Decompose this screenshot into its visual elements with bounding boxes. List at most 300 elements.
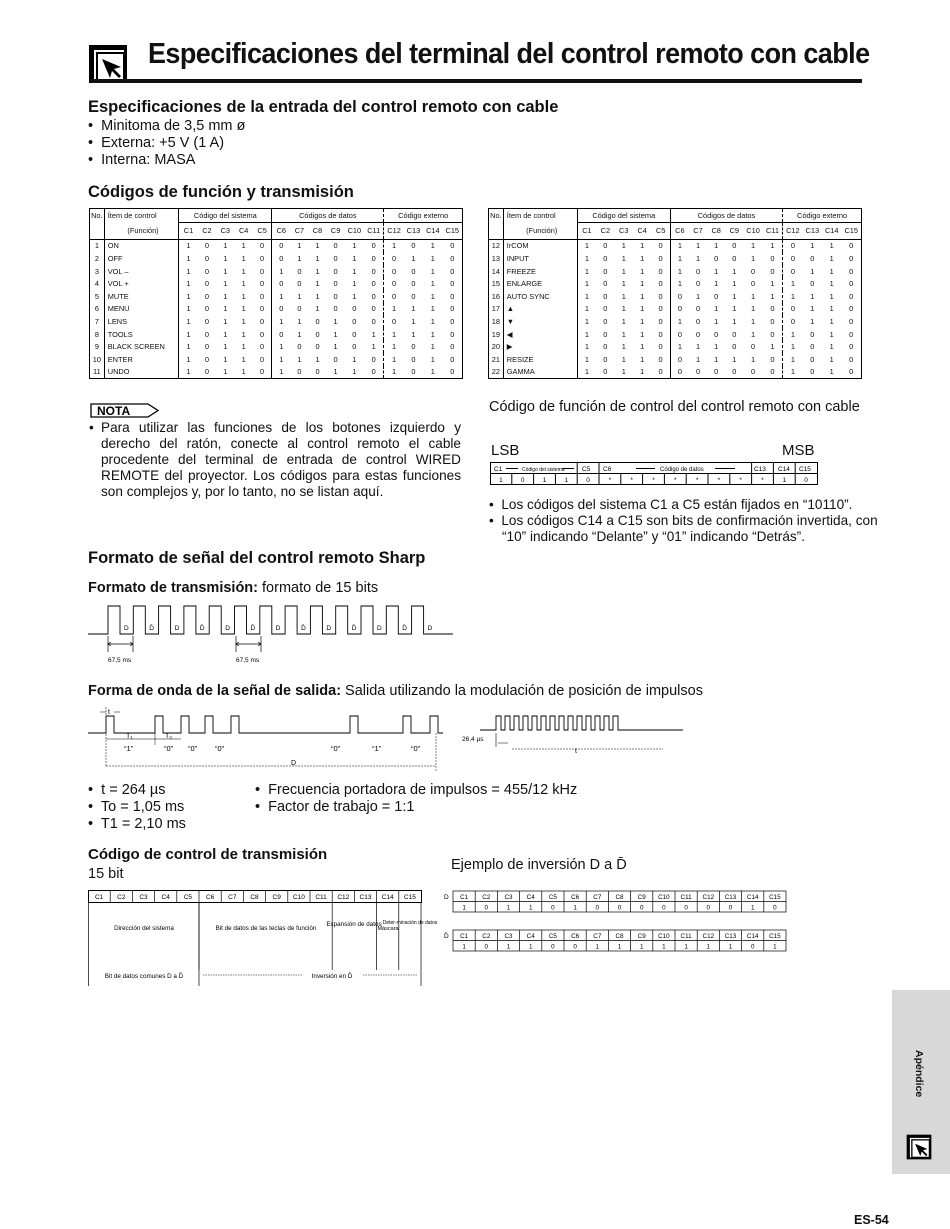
bit-cell: 0 [849, 367, 854, 377]
bit-cell: 1 [315, 279, 320, 289]
bit-cell: 0 [651, 252, 670, 265]
bit-cell: 1 [829, 253, 834, 263]
pulse-label: D̄ [199, 625, 205, 632]
bit-cell: 0 [810, 279, 815, 289]
table-row [489, 315, 861, 328]
inv-d-label: D [444, 894, 449, 901]
bit-cell: 0 [204, 253, 209, 263]
bit-cell: 0 [364, 239, 384, 252]
interval-arrow [236, 642, 261, 646]
bit-cell: 1 [695, 354, 701, 364]
bit-cell: 1 [315, 291, 320, 301]
tx-control-heading: Código de control de transmisión [88, 846, 328, 863]
bit-cell: 1 [751, 354, 756, 364]
inv-dbar-bit: 0 [573, 943, 577, 951]
row-number: 2 [90, 252, 104, 265]
bit-label: “0” [411, 744, 421, 753]
list-item: • Interna: MASA [88, 152, 196, 168]
bit-cell: 0 [279, 241, 284, 251]
bit-cell: 1 [392, 354, 397, 364]
bit-cell: 0 [714, 291, 719, 301]
row-item: GAMMA [503, 366, 577, 379]
list-item: • Los códigos C14 a C15 son bits de confirmación invertida, con “10” indicando “Delante” y “01” indicando “Detrás”. [489, 513, 878, 544]
inv-d-col: C12 [702, 894, 715, 901]
carrier-wave [480, 716, 683, 730]
inv-d-bit: 0 [551, 904, 555, 912]
fc-bit: * [608, 477, 612, 484]
bit-cell: 1 [640, 279, 645, 289]
bit-cell: 0 [352, 316, 357, 326]
bit-cell: 0 [315, 329, 320, 339]
bit-cell: 0 [450, 291, 455, 301]
bit-cell: 0 [297, 279, 302, 289]
list-item: • Los códigos del sistema C1 a C5 están fijados en “10110”. [489, 497, 853, 512]
bit-cell: 0 [651, 277, 670, 290]
header-col: C3 [216, 222, 234, 239]
bit-cell: 1 [640, 304, 645, 314]
params-left [88, 782, 186, 833]
table-row [90, 340, 462, 353]
header-col: C13 [803, 222, 822, 239]
bit-cell: 0 [751, 367, 756, 377]
bit-cell: 0 [677, 304, 682, 314]
tx-control-subheading: 15 bit [88, 866, 124, 882]
list-item: • t = 264 µs [88, 782, 166, 798]
inv-d-col: C11 [680, 894, 692, 901]
row-item: IrCOM [503, 239, 577, 252]
function-code-table-left [89, 208, 463, 379]
inv-dbar-col: C12 [702, 933, 715, 940]
list-item: • Externa: +5 V (1 A) [88, 135, 225, 151]
bit-cell: 1 [279, 367, 284, 377]
bit-cell: 1 [621, 329, 626, 339]
fc-bit: 1 [542, 477, 547, 484]
bit-cell: 1 [751, 329, 756, 339]
inv-dbar-bit: 1 [462, 943, 466, 951]
bit-cell: 1 [621, 354, 626, 364]
bit-cell: 0 [392, 279, 397, 289]
carrier-t-label: t [575, 748, 577, 755]
bit-cell: 0 [810, 329, 815, 339]
bit-cell: 1 [297, 329, 302, 339]
bit-cell: 0 [849, 253, 854, 263]
tx-col-label: C2 [117, 894, 126, 901]
bit-cell: 0 [714, 253, 719, 263]
bit-cell: 0 [333, 279, 338, 289]
tx-col-label: C10 [292, 894, 305, 901]
bit-cell: 1 [430, 266, 435, 276]
row-item: VOL + [104, 277, 179, 290]
bit-cell: 1 [621, 367, 626, 377]
bit-cell: 0 [411, 279, 416, 289]
bit-cell: 0 [392, 253, 397, 263]
table-row [90, 265, 462, 278]
header-no-blank [489, 222, 503, 239]
pulse-label: D [326, 625, 332, 632]
bit-cell: 1 [790, 367, 795, 377]
pulse-label: D̄ [351, 625, 357, 632]
bit-cell: 1 [186, 304, 191, 314]
nota-label: NOTA [97, 404, 131, 418]
nota-text: • Para utilizar las funciones de los botones izquierdo y derecho del ratón, conecte al control remoto el cable procedente del terminal de entrada de control WIRED REMOTE del proyector. Los códigos para estas funciones son complejos y, por lo tanto, no se listan aquí. [89, 420, 461, 499]
lsb-label: LSB [491, 442, 520, 459]
bit-cell: 1 [584, 304, 589, 314]
bit-cell: 1 [810, 291, 815, 301]
row-item: ▼ [503, 315, 577, 328]
bit-cell: 0 [364, 277, 384, 290]
bit-cell: 0 [849, 304, 854, 314]
header-funcion: (Función) [503, 222, 577, 239]
bit-cell: 0 [204, 241, 209, 251]
bit-cell: 1 [714, 266, 719, 276]
row-item: ▶ [503, 340, 577, 353]
row-number: 14 [489, 265, 503, 278]
row-number: 16 [489, 290, 503, 303]
bit-cell: 1 [584, 329, 589, 339]
row-item: RESIZE [503, 353, 577, 366]
bit-cell: 1 [352, 266, 357, 276]
fc-bit: * [717, 477, 721, 484]
bit-cell: 0 [695, 266, 701, 276]
bit-cell: 1 [279, 316, 284, 326]
pulse-label: D [377, 625, 382, 632]
fc-bit: 1 [499, 477, 503, 484]
bit-cell: 1 [430, 253, 435, 263]
bit-cell: 1 [241, 329, 246, 339]
bit-cell: 1 [714, 241, 719, 251]
side-tab-label: Apéndice [913, 1050, 925, 1098]
bit-cell: 0 [790, 316, 795, 326]
bit-cell: 0 [810, 367, 815, 377]
bit-cell: 1 [223, 316, 228, 326]
bit-cell: 1 [751, 253, 756, 263]
bit-cell: 1 [364, 340, 384, 353]
fc-c13: C13 [754, 466, 766, 473]
inv-dbar-col: C7 [593, 933, 602, 940]
bit-cell: 0 [763, 315, 783, 328]
bit-cell: 1 [297, 316, 302, 326]
bit-cell: 0 [732, 241, 737, 251]
bit-cell: 0 [352, 329, 357, 339]
fc-system: Código del sistema [522, 467, 565, 473]
row-item: MENU [104, 303, 179, 316]
row-item: BLACK SCREEN [104, 340, 179, 353]
inv-dbar-col: C9 [637, 933, 646, 940]
bit-cell: 1 [352, 241, 357, 251]
bit-cell: 1 [790, 291, 795, 301]
bit-cell: 1 [640, 266, 645, 276]
fc-bit: 1 [564, 477, 569, 484]
bit-cell: 1 [186, 329, 191, 339]
header-col: C13 [404, 222, 423, 239]
bit-cell: 0 [411, 342, 416, 352]
bit-cell: 0 [297, 266, 302, 276]
bit-cell: 1 [352, 367, 357, 377]
bit-cell: 1 [714, 354, 719, 364]
header-col: C2 [596, 222, 614, 239]
row-number: 22 [489, 366, 503, 379]
interval-label: 67,5 ms [108, 657, 132, 664]
bit-cell: 1 [392, 241, 397, 251]
inv-dbar-bit: 1 [639, 943, 644, 951]
bit-cell: 1 [763, 340, 783, 353]
inv-dbar-bit: 1 [617, 943, 622, 951]
inv-d-col: C3 [504, 894, 513, 901]
table-row [489, 366, 861, 379]
bit-cell: 1 [677, 266, 682, 276]
bit-cell: 1 [732, 279, 737, 289]
bit-cell: 0 [450, 253, 455, 263]
table-row [90, 303, 462, 316]
inv-d-bit: 0 [684, 904, 688, 912]
bit-cell: 1 [810, 241, 815, 251]
inv-dbar-col: C8 [615, 933, 624, 940]
bit-label: “0” [188, 744, 198, 753]
bit-cell: 1 [223, 354, 228, 364]
bit-cell: 1 [829, 342, 834, 352]
bit-cell: 0 [810, 354, 815, 364]
bit-cell: 1 [810, 304, 815, 314]
bit-cell: 0 [790, 304, 795, 314]
inv-d-bit: 1 [462, 904, 466, 912]
bit-cell: 1 [223, 304, 228, 314]
pulse-label: D̄ [301, 625, 306, 632]
row-number: 1 [90, 239, 104, 252]
pulse-label: D [174, 625, 180, 632]
row-number: 10 [90, 353, 104, 366]
fc-c1: C1 [494, 466, 503, 473]
bit-cell: 1 [810, 316, 815, 326]
header-funcion: (Función) [104, 222, 179, 239]
bit-cell: 0 [364, 252, 384, 265]
bit-cell: 0 [695, 316, 701, 326]
bit-cell: 0 [695, 279, 701, 289]
bit-cell: 0 [763, 366, 783, 379]
row-item: AUTO SYNC [503, 290, 577, 303]
bit-cell: 1 [677, 279, 682, 289]
bit-cell: 1 [829, 329, 834, 339]
row-number: 9 [90, 340, 104, 353]
bit-cell: 0 [751, 266, 756, 276]
table-row [489, 290, 861, 303]
inv-d-col: C8 [615, 894, 624, 901]
output-waveform [88, 703, 688, 775]
pulse-label: D̄ [402, 625, 408, 632]
inv-d-col: C10 [658, 894, 670, 901]
bit-cell: 1 [677, 342, 682, 352]
bit-cell: 0 [603, 329, 608, 339]
pulse-label: D̄ [250, 625, 256, 632]
inv-d-bit: 0 [728, 904, 733, 912]
row-item: LENS [104, 315, 179, 328]
row-number: 18 [489, 315, 503, 328]
bit-cell: 0 [253, 265, 272, 278]
inv-dbar-bit: 1 [728, 943, 733, 951]
bit-cell: 1 [186, 354, 191, 364]
row-number: 13 [489, 252, 503, 265]
header-col: C15 [841, 222, 861, 239]
bit-cell: 1 [621, 279, 626, 289]
bit-cell: 0 [450, 266, 455, 276]
bit-cell: 1 [392, 367, 397, 377]
bit-cell: 0 [603, 241, 608, 251]
bit-cell: 1 [223, 266, 228, 276]
bit-label: “1” [124, 744, 134, 753]
bit-cell: 1 [186, 241, 191, 251]
bit-cell: 1 [279, 354, 284, 364]
t-label: t [108, 709, 110, 716]
header-col: C10 [345, 222, 364, 239]
bit-cell: 1 [621, 304, 626, 314]
bit-cell: 1 [411, 304, 416, 314]
inv-dbar-col: C13 [724, 933, 737, 940]
row-number: 11 [90, 366, 104, 379]
row-number: 4 [90, 277, 104, 290]
bit-cell: 1 [315, 266, 320, 276]
inv-dbar-col: C3 [504, 933, 513, 940]
function-code-diagram [490, 462, 820, 486]
inv-d-col: C4 [526, 894, 535, 901]
bit-label: “1” [372, 744, 382, 753]
bit-cell: 0 [333, 253, 338, 263]
bit-cell: 1 [732, 354, 737, 364]
bit-cell: 0 [651, 265, 670, 278]
row-item: VOL – [104, 265, 179, 278]
bit-cell: 1 [333, 342, 338, 352]
bit-cell: 0 [603, 266, 608, 276]
pulse-label: D̄ [149, 625, 155, 632]
bit-cell: 0 [204, 316, 209, 326]
inv-dbar-bit: 1 [706, 943, 711, 951]
bit-cell: 0 [315, 316, 320, 326]
bit-cell: 1 [430, 304, 435, 314]
bit-cell: 1 [279, 266, 284, 276]
header-col: C6 [272, 222, 291, 239]
bit-cell: 1 [584, 367, 589, 377]
bit-cell: 0 [603, 354, 608, 364]
list-item: • Minitoma de 3,5 mm ø [88, 118, 246, 134]
bit-cell: 1 [790, 329, 795, 339]
bit-cell: 1 [714, 342, 719, 352]
inv-dbar-col: C1 [460, 933, 469, 940]
row-item: MUTE [104, 290, 179, 303]
msb-label: MSB [782, 442, 815, 459]
header-item: Ítem de control [503, 209, 577, 222]
bit-cell: 0 [364, 290, 384, 303]
appendix-corner-icon [88, 44, 128, 84]
bit-cell: 1 [223, 241, 228, 251]
bit-cell: 0 [603, 342, 608, 352]
bit-cell: 1 [241, 367, 246, 377]
header-col: C5 [253, 222, 272, 239]
row-number: 8 [90, 328, 104, 341]
bit-cell: 0 [849, 279, 854, 289]
inv-dbar-bit: 1 [506, 943, 511, 951]
pulse-label: D [427, 625, 433, 632]
tx-expansion: Expansión de datos [326, 921, 382, 928]
header-col: C3 [615, 222, 633, 239]
bit-cell: 0 [763, 303, 783, 316]
bit-cell: 0 [315, 342, 320, 352]
bit-cell: 0 [849, 354, 854, 364]
inv-d-bit: 1 [573, 904, 577, 912]
bit-cell: 1 [829, 279, 834, 289]
bit-cell: 0 [603, 279, 608, 289]
bit-cell: 1 [790, 354, 795, 364]
bit-cell: 0 [364, 315, 384, 328]
bit-cell: 1 [186, 342, 191, 352]
fc-bit: * [652, 477, 655, 484]
bit-cell: 1 [241, 304, 246, 314]
inv-dbar-bit: 1 [595, 943, 600, 951]
fc-bit: 0 [520, 477, 525, 484]
fc-bit: * [695, 477, 699, 484]
bit-cell: 0 [253, 303, 272, 316]
row-number: 12 [489, 239, 503, 252]
sharp-format-heading: Formato de señal del control remoto Sharp [88, 549, 426, 567]
fc-c15: C15 [799, 466, 811, 473]
bit-cell: 1 [352, 253, 357, 263]
bit-cell: 0 [279, 279, 284, 289]
inv-d-col: C6 [571, 894, 580, 901]
bit-cell: 1 [333, 367, 338, 377]
tx-col-label: C9 [272, 894, 281, 901]
header-item: Ítem de control [104, 209, 179, 222]
bit-cell: 1 [315, 253, 320, 263]
bit-cell: 0 [279, 304, 284, 314]
bit-cell: 1 [751, 304, 756, 314]
bit-label: “0” [215, 744, 225, 753]
bit-cell: 1 [186, 367, 191, 377]
fc-bit: * [674, 477, 677, 484]
header-col: C7 [689, 222, 707, 239]
bit-cell: 0 [732, 253, 737, 263]
bit-cell: 0 [333, 304, 338, 314]
bit-cell: 1 [352, 279, 357, 289]
bit-cell: 0 [253, 290, 272, 303]
bit-cell: 1 [621, 342, 626, 352]
bit-cell: 0 [810, 342, 815, 352]
inv-dbar-bit: 1 [662, 943, 666, 951]
bit-cell: 1 [186, 279, 191, 289]
bit-cell: 1 [584, 241, 589, 251]
bit-cell: 0 [732, 342, 737, 352]
bit-cell: 0 [352, 304, 357, 314]
tx-system-dir: Dirección del sistema [114, 925, 174, 932]
bit-cell: 1 [430, 354, 435, 364]
bit-cell: 0 [333, 266, 338, 276]
bit-cell: 1 [829, 367, 834, 377]
bit-cell: 1 [677, 241, 682, 251]
bit-cell: 0 [751, 279, 756, 289]
bit-cell: 0 [411, 291, 416, 301]
header-no: No. [489, 209, 503, 222]
header-col: C8 [707, 222, 725, 239]
bit-cell: 0 [763, 328, 783, 341]
header-col: C4 [633, 222, 651, 239]
bit-cell: 0 [790, 241, 795, 251]
bit-cell: 1 [714, 316, 719, 326]
bit-cell: 1 [297, 241, 302, 251]
row-item: ◀ [503, 328, 577, 341]
inv-d-bit: 0 [595, 904, 600, 912]
bit-cell: 1 [790, 342, 795, 352]
bit-cell: 0 [651, 290, 670, 303]
inv-d-col: C9 [637, 894, 646, 901]
header-col: C2 [198, 222, 216, 239]
row-number: 6 [90, 303, 104, 316]
inv-dbar-bit: 1 [773, 943, 777, 951]
